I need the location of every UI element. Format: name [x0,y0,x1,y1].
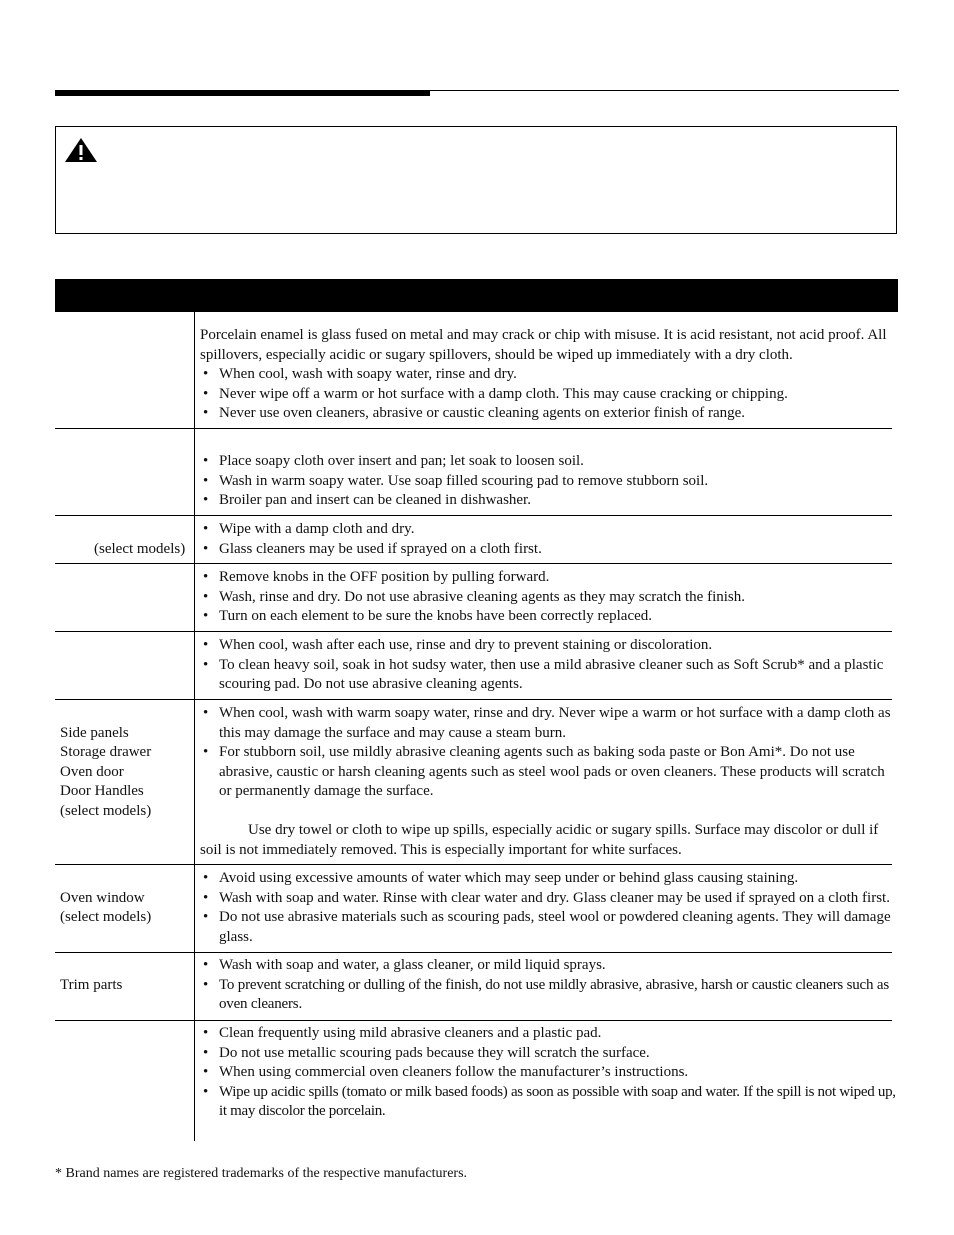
bullet-item: • Broiler pan and insert can be cleaned in dishwasher. [200,491,900,511]
bullet-list [200,704,900,802]
bullet-item: • To clean heavy soil, soak in hot sudsy water, then use a mild abrasive cleaner such as Soft Scrub* and a plastic scouring pad. Do not use abrasive cleaning agents. [200,656,900,695]
row-content [200,452,900,511]
bullet-item: • When cool, wash with warm soapy water, rinse and dry. Never wipe a warm or hot surface with a damp cloth as this may damage the surface and may cause a steam burn. [200,704,900,743]
row-label: Oven window (select models) [60,889,152,925]
row-content [200,326,900,424]
row-label: Trim parts [60,976,123,993]
bullet-list [200,520,900,559]
bullet-list [200,1024,900,1122]
row-divider [55,563,892,564]
row-content [200,568,900,627]
bullet-item: • When cool, wash with soapy water, rinse and dry. [200,365,900,385]
row-intro: Porcelain enamel is glass fused on metal and may crack or chip with misuse. It is acid resistant, not acid proof. All spillovers, especially acidic or sugary spillovers, should be wiped up immediately with a dry cloth. [200,327,887,363]
bullet-item: • When using commercial oven cleaners follow the manufacturer’s instructions. [200,1063,900,1083]
row-divider [55,631,892,632]
header-rule-thin [430,90,899,91]
bullet-item: • Do not use metallic scouring pads because they will scratch the surface. [200,1044,900,1064]
row-content [200,520,900,559]
bullet-item: • Wash with soap and water, a glass cleaner, or mild liquid sprays. [200,956,900,976]
row-content [200,869,900,947]
row-divider [55,428,892,429]
row-content [200,956,900,1015]
bullet-item: • Glass cleaners may be used if sprayed on a cloth first. [200,540,900,560]
row-divider [55,1020,892,1021]
spacer [200,802,900,822]
row-content [200,636,900,695]
bullet-item: • Wash in warm soapy water. Use soap filled scouring pad to remove stubborn soil. [200,472,900,492]
bullet-item: • Place soapy cloth over insert and pan; let soak to loosen soil. [200,452,900,472]
bullet-item: • Avoid using excessive amounts of water which may seep under or behind glass causing staining. [200,869,900,889]
bullet-list [200,869,900,947]
bullet-item: • Never wipe off a warm or hot surface with a damp cloth. This may cause cracking or chipping. [200,385,900,405]
bullet-item: • When cool, wash after each use, rinse and dry to prevent staining or discoloration. [200,636,900,656]
warning-triangle-icon [64,137,98,163]
header-rule-thick [55,90,430,96]
row-label: Side panels Storage drawer Oven door Door Handles (select models) [60,724,152,819]
bullet-item: • Wipe with a damp cloth and dry. [200,520,900,540]
bullet-list [200,365,900,424]
bullet-list [200,636,900,695]
bullet-item: • Do not use abrasive materials such as scouring pads, steel wool or powdered cleaning agents. They will damage glass. [200,908,900,947]
bullet-list [200,452,900,511]
row-divider [55,515,892,516]
bullet-item: • Clean frequently using mild abrasive cleaners and a plastic pad. [200,1024,900,1044]
bullet-item: • Remove knobs in the OFF position by pulling forward. [200,568,900,588]
row-content [200,1024,900,1122]
row-divider [55,952,892,953]
bullet-item: • For stubborn soil, use mildly abrasive cleaning agents such as baking soda paste or Bon Ami*. Do not use abrasive, caustic or harsh cleaning agents such as steel wool pads or oven cleaners. These products will scratch or permanently damage the surface. [200,743,900,802]
row-note: Use dry towel or cloth to wipe up spills, especially acidic or sugary spills. Surface may discolor or dull if soil is not immediately removed. This is especially important for white surfaces. [200,822,879,858]
table-column-divider [194,312,195,1141]
bullet-item: • Wipe up acidic spills (tomato or milk based foods) as soon as possible with soap and water. If the spill is not wiped up, it may discolor the porcelain. [200,1083,900,1122]
bullet-item: • Wash, rinse and dry. Do not use abrasive cleaning agents as they may scratch the finish. [200,588,900,608]
row-divider [55,699,892,700]
bullet-item: • To prevent scratching or dulling of the finish, do not use mildly abrasive, abrasive, harsh or caustic cleaners such as oven cleaners. [200,976,900,1015]
row-label: (select models) [94,540,186,557]
bullet-list [200,956,900,1015]
bullet-item: • Never use oven cleaners, abrasive or caustic cleaning agents on exterior finish of range. [200,404,900,424]
row-divider [55,864,892,865]
bullet-item: • Wash with soap and water. Rinse with clear water and dry. Glass cleaner may be used if sprayed on a cloth first. [200,889,900,909]
bullet-item: • Turn on each element to be sure the knobs have been correctly replaced. [200,607,900,627]
row-content [200,704,900,860]
bullet-list [200,568,900,627]
warning-box [55,126,897,234]
footnote: * Brand names are registered trademarks of the respective manufacturers. [55,1166,468,1181]
table-header-bar [55,279,898,312]
